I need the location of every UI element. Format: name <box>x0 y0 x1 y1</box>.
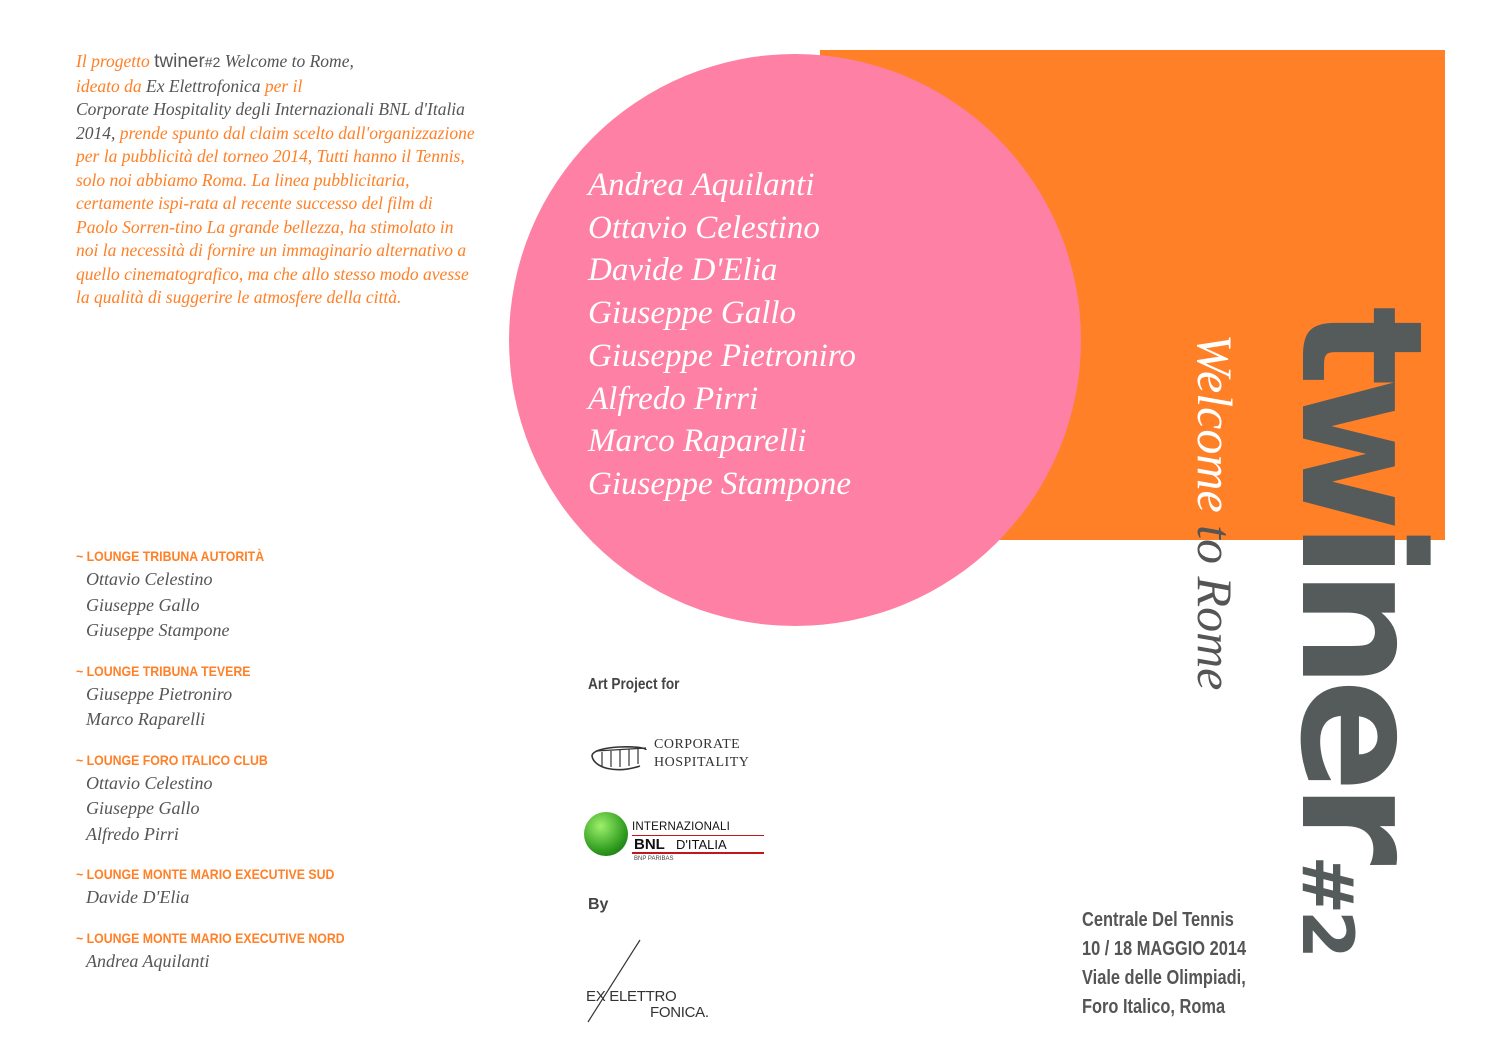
lounge-artist: Alfredo Pirri <box>86 823 179 844</box>
lounge-artist: Giuseppe Pietroniro <box>86 683 233 704</box>
artist-name: Andrea Aquilanti <box>588 167 815 203</box>
subtitle-welcome: Welcome <box>1187 334 1243 513</box>
intro-brand-number: #2 <box>204 54 221 70</box>
lounge-section <box>76 863 496 911</box>
hospitality-text: HOSPITALITY <box>654 755 750 770</box>
event-dates: 10 / 18 MAGGIO 2014 <box>1082 938 1247 960</box>
bnl-tiny-text: BNP PARIBAS <box>634 856 674 862</box>
art-project-label: Art Project for <box>588 676 680 693</box>
vertical-title <box>1263 306 1459 955</box>
artist-name: Ottavio Celestino <box>588 209 820 246</box>
lounge-section <box>76 545 496 644</box>
tennis-ball-icon <box>584 812 628 856</box>
lounge-title: ~ LOUNGE MONTE MARIO EXECUTIVE NORD <box>76 929 345 946</box>
intro-paragraph <box>76 50 476 310</box>
by-label: By <box>588 896 609 913</box>
artist-name: Davide D'Elia <box>588 252 778 289</box>
intro-text: per il <box>260 75 303 96</box>
lounge-artists <box>76 682 496 733</box>
intro-text: ideato da <box>76 75 146 96</box>
lounge-title: ~ LOUNGE TRIBUNA AUTORITÀ <box>76 548 265 564</box>
event-city: Foro Italico, Roma <box>1082 996 1226 1018</box>
internazionali-bnl-logo <box>584 812 770 864</box>
lounge-title: ~ LOUNGE MONTE MARIO EXECUTIVE SUD <box>76 866 335 882</box>
event-venue: Centrale Del Tennis <box>1082 909 1234 931</box>
lounge-artist: Ottavio Celestino <box>86 772 213 793</box>
lounge-title: ~ LOUNGE FORO ITALICO CLUB <box>76 751 268 768</box>
ex-fonica-text: FONICA. <box>650 1004 709 1021</box>
lounge-artist: Giuseppe Gallo <box>86 594 200 615</box>
intro-client: Corporate Hospitality degli Internazionali BNL d'Italia 2014, <box>76 99 465 143</box>
artist-name: Alfredo Pirri <box>588 380 759 417</box>
lounge-artist: Giuseppe Gallo <box>86 798 200 818</box>
subtitle-to-rome: to Rome <box>1187 512 1243 691</box>
lounge-artist: Marco Raparelli <box>86 709 206 729</box>
artist-name: Marco Raparelli <box>588 423 807 460</box>
lounge-artists <box>76 885 496 911</box>
colosseum-icon <box>588 736 650 776</box>
lounge-artist: Andrea Aquilanti <box>86 950 210 971</box>
bnl-name-row <box>632 835 764 854</box>
lounge-artist: Ottavio Celestino <box>86 569 213 589</box>
lounge-list <box>76 545 496 990</box>
bnl-main-text: BNL <box>634 836 665 853</box>
lounge-section <box>76 749 496 848</box>
artist-name: Giuseppe Pietroniro <box>588 337 856 374</box>
title-word: twiner <box>1263 306 1459 856</box>
intro-organizer: Ex Elettrofonica <box>146 75 261 96</box>
event-street: Viale delle Olimpiadi, <box>1082 967 1246 989</box>
bnl-sub-text: D'ITALIA <box>676 837 727 852</box>
intro-text: Welcome to Rome, <box>220 51 354 71</box>
intro-brand-word: twiner <box>154 51 205 72</box>
lounge-section <box>76 660 496 733</box>
lounge-artist: Davide D'Elia <box>86 887 190 907</box>
title-number: #2 <box>1286 855 1368 955</box>
artist-list <box>588 164 856 506</box>
intro-text: prende spunto dal claim scelto dall'organizzazione per la pubblicità del torneo 2014, Tutti hanno il Tennis, solo noi abbiamo Roma. La linea pubblicitaria, certamente ispi-rata al recente successo del film di Paolo Sorren-tino La grande bellezza, ha stimolato in noi la necessità di fornire un immaginario alternativo a quello cinematografico, ma che allo stesso modo avesse la qualità di suggerire le atmosfere della città. <box>76 122 475 307</box>
bnl-top-text: INTERNAZIONALI <box>632 821 731 833</box>
corporate-hospitality-logo <box>588 733 778 779</box>
ex-elettro-text: EX ELETTRO <box>586 988 677 1005</box>
event-info <box>1082 906 1246 1022</box>
lounge-artists <box>76 567 496 644</box>
vertical-subtitle <box>1187 334 1243 691</box>
artist-name: Giuseppe Gallo <box>588 295 797 332</box>
ex-elettrofonica-logo <box>586 938 726 1026</box>
lounge-artists <box>76 949 496 975</box>
lounge-artist: Giuseppe Stampone <box>86 620 230 640</box>
corporate-text: CORPORATE <box>654 737 741 752</box>
lounge-artists <box>76 771 496 848</box>
lounge-title: ~ LOUNGE TRIBUNA TEVERE <box>76 662 251 679</box>
lounge-section <box>76 927 496 975</box>
artist-name: Giuseppe Stampone <box>588 465 852 502</box>
intro-text: Il progetto <box>76 51 155 71</box>
